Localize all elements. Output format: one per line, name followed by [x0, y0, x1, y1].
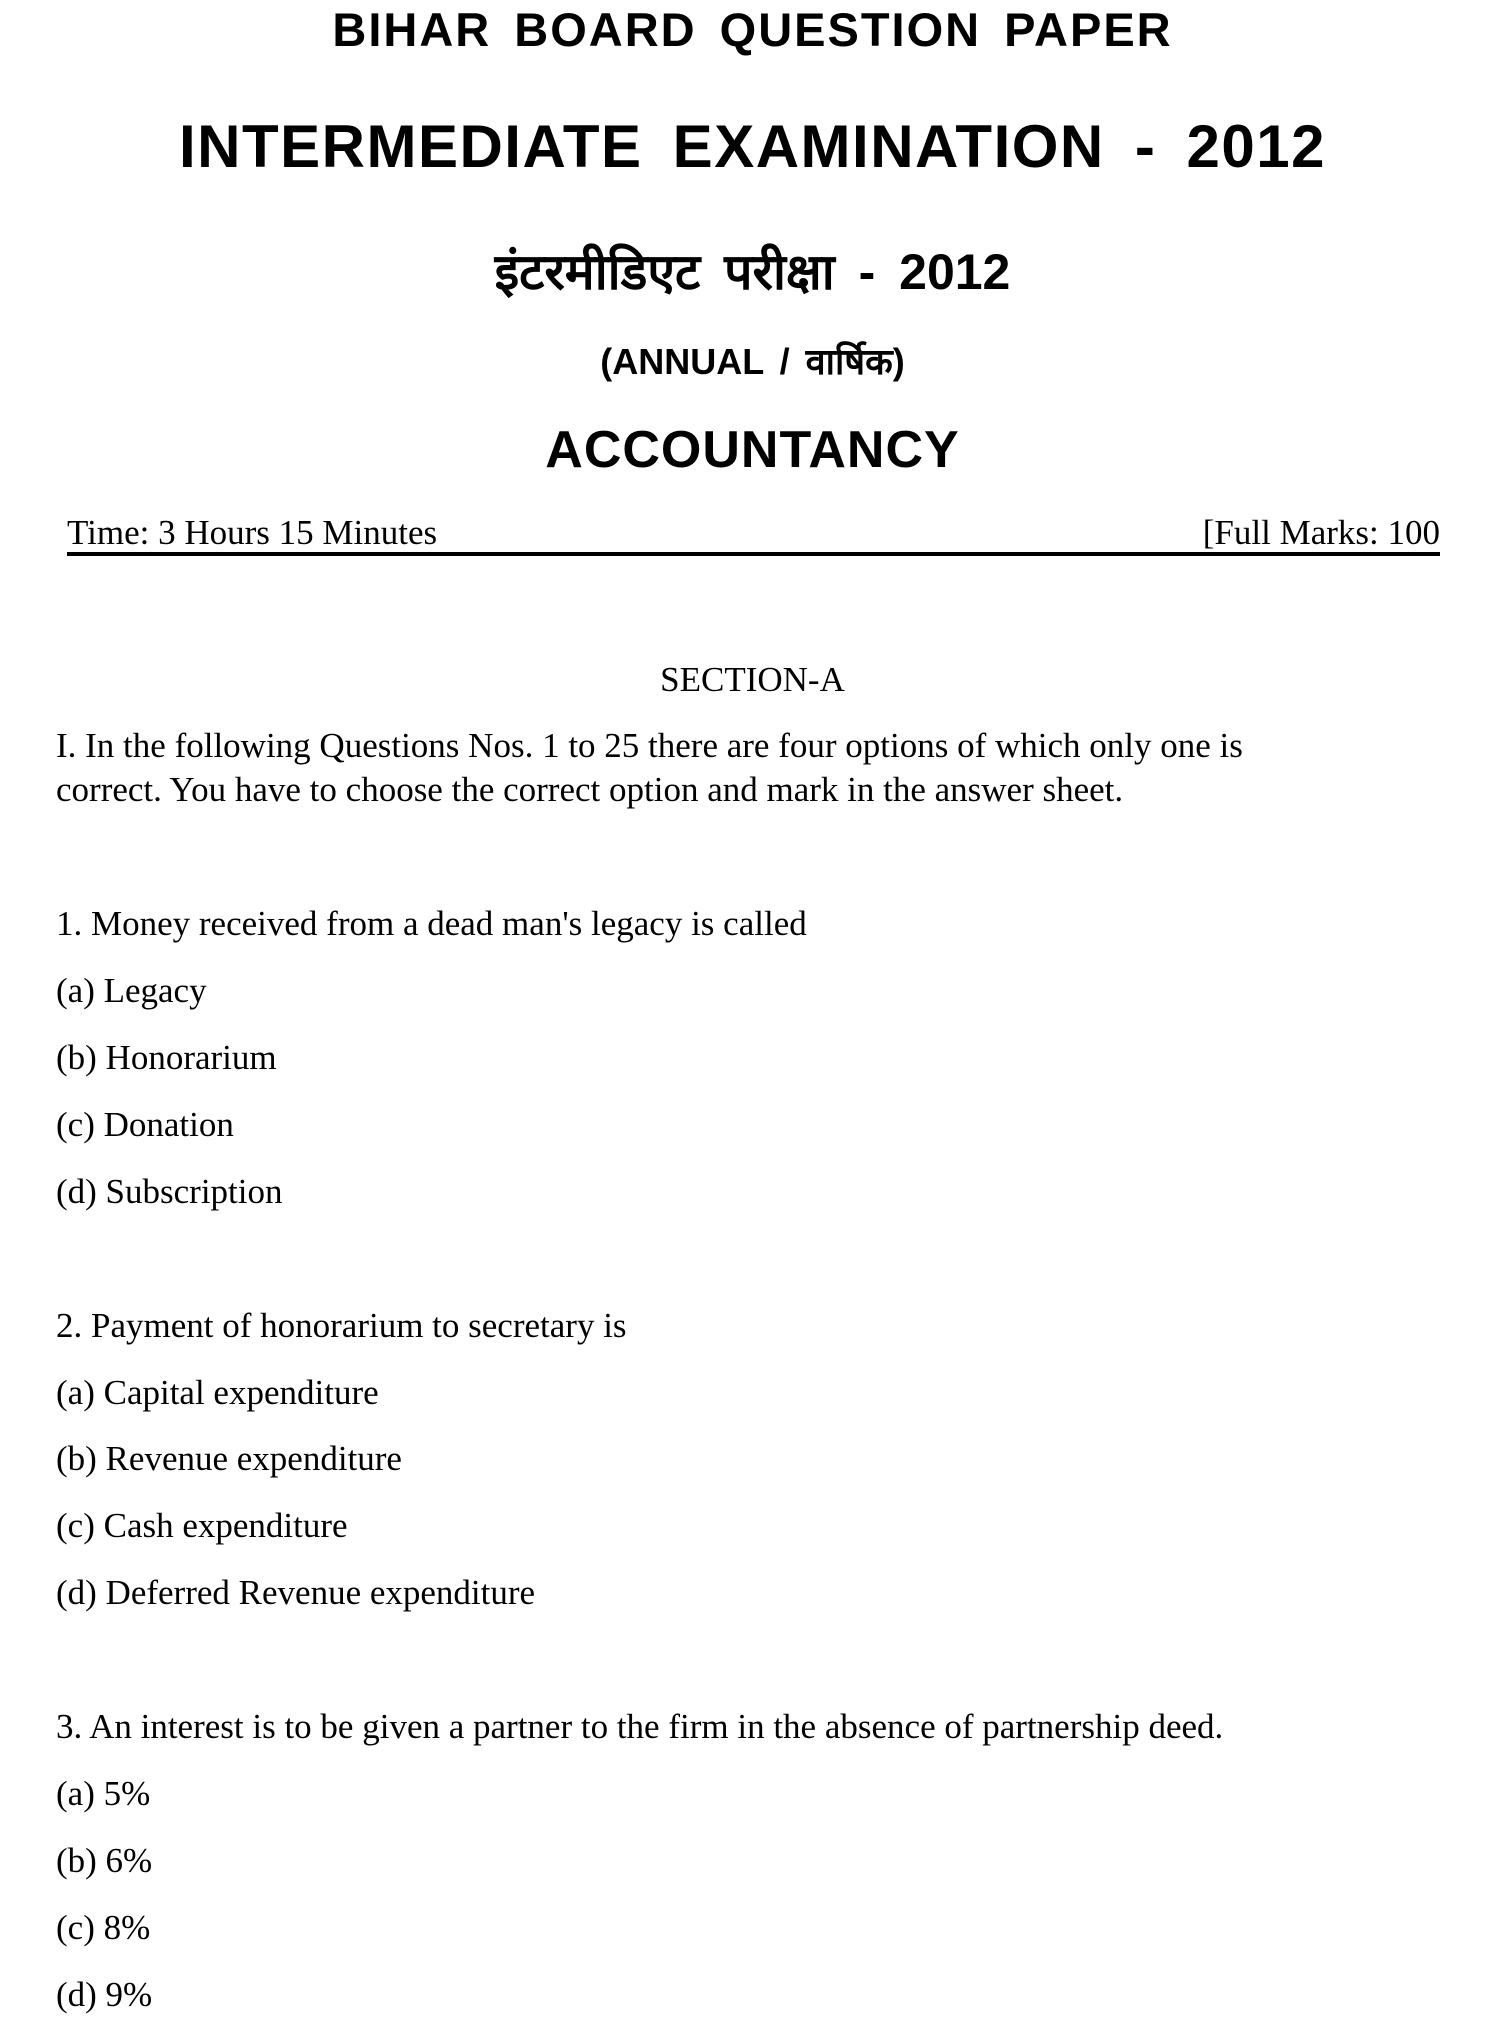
subject-title: ACCOUNTANCY	[545, 421, 960, 479]
question-stem: 1. Money received from a dead man's legacy is called	[56, 904, 807, 943]
question-stem: 3. An interest is to be given a partner to the firm in the absence of partnership deed.	[56, 1707, 1224, 1746]
option-d: (d) Deferred Revenue expenditure	[56, 1573, 536, 1612]
full-marks: [Full Marks: 100	[1202, 513, 1440, 552]
section-instruction-line-1: I. In the following Questions Nos. 1 to 25 there are four options of which only one is	[56, 726, 1243, 765]
option-c: (c) Cash expenditure	[56, 1506, 348, 1545]
exam-session: (ANNUAL / वार्षिक)	[600, 341, 905, 382]
question-stem: 2. Payment of honorarium to secretary is	[56, 1306, 627, 1345]
section-instruction-line-2: correct. You have to choose the correct option and mark in the answer sheet.	[56, 770, 1124, 809]
option-a: (a) 5%	[56, 1774, 151, 1813]
exam-meta-row	[67, 506, 1440, 556]
exam-title-hindi: इंटरमीडिएट परीक्षा - 2012	[494, 244, 1011, 300]
exam-title: INTERMEDIATE EXAMINATION - 2012	[178, 113, 1327, 180]
option-a: (a) Capital expenditure	[56, 1373, 379, 1412]
option-b: (b) 6%	[56, 1841, 153, 1880]
exam-duration: Time: 3 Hours 15 Minutes	[67, 513, 438, 552]
option-d: (d) Subscription	[56, 1172, 283, 1211]
option-b: (b) Honorarium	[56, 1038, 277, 1077]
option-a: (a) Legacy	[56, 971, 207, 1010]
option-c: (c) 8%	[56, 1908, 151, 1947]
option-c: (c) Donation	[56, 1105, 234, 1144]
section-title: SECTION-A	[660, 660, 845, 699]
option-b: (b) Revenue expenditure	[56, 1439, 402, 1478]
board-title: BIHAR BOARD QUESTION PAPER	[332, 3, 1173, 56]
option-d: (d) 9%	[56, 1975, 153, 2014]
